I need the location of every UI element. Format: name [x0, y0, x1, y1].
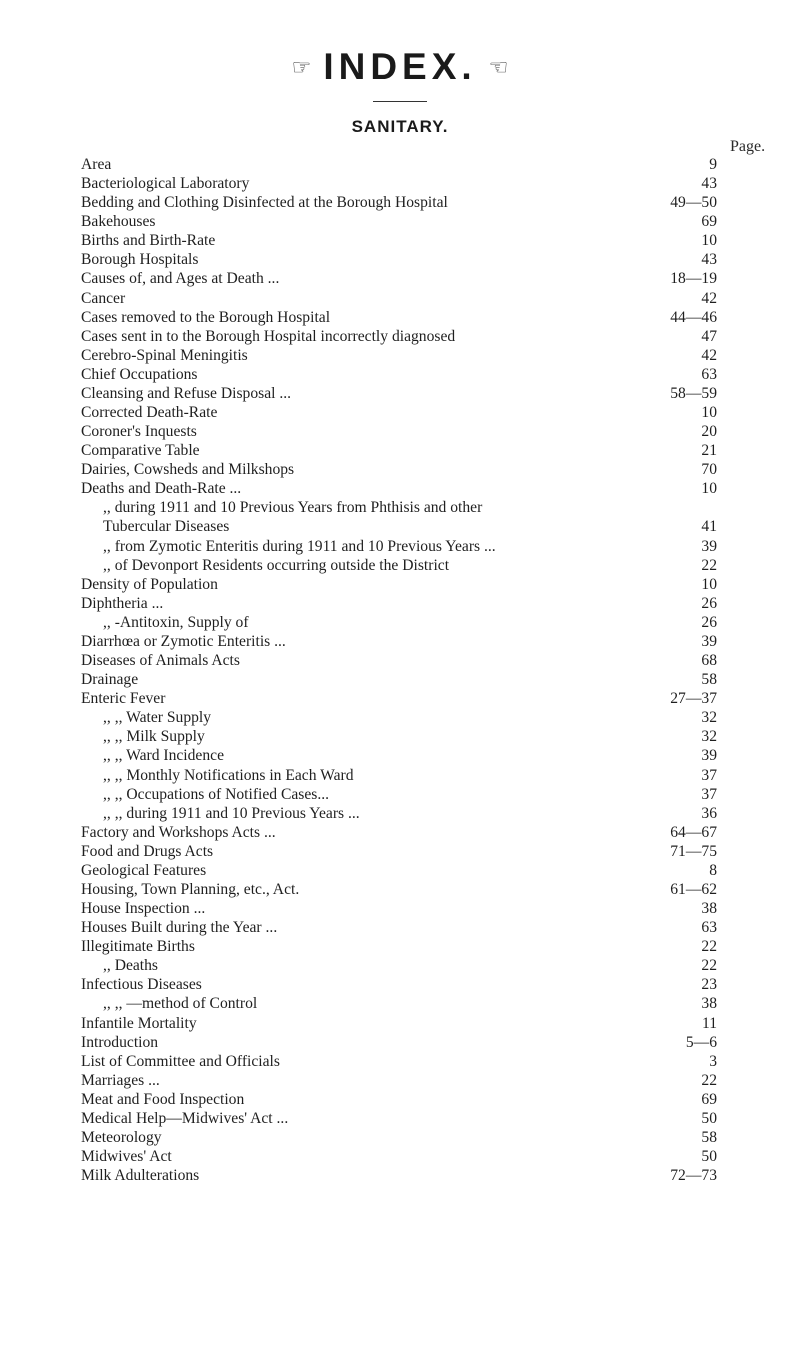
index-entry	[81, 1109, 741, 1128]
index-entry	[81, 193, 741, 212]
entry-label: Drainage	[81, 670, 144, 689]
index-entry	[81, 212, 741, 231]
entry-label: Illegitimate Births	[81, 937, 201, 956]
entry-label: Houses Built during the Year ...	[81, 918, 283, 937]
section-heading: SANITARY.	[351, 117, 449, 136]
entry-page-number: 10	[701, 480, 717, 498]
index-entry	[81, 250, 741, 269]
index-entry	[81, 651, 741, 670]
entry-page-number: 26	[701, 594, 717, 612]
entry-label: ,, ,, Water Supply	[81, 708, 217, 727]
entry-page-number: 37	[701, 766, 717, 784]
entry-page-number: 21	[701, 442, 717, 460]
entry-page-number: 69	[701, 1090, 717, 1108]
index-entry	[81, 746, 741, 765]
entry-label: Infectious Diseases	[81, 975, 208, 994]
entry-label: Causes of, and Ages at Death ...	[81, 269, 285, 288]
index-entry	[81, 785, 741, 804]
index-entry	[81, 498, 741, 517]
entry-page-number: 42	[701, 289, 717, 307]
entry-page-number: 22	[701, 556, 717, 574]
entry-label: Milk Adulterations	[81, 1166, 205, 1185]
index-entry	[81, 460, 741, 479]
entry-page-number: 39	[701, 747, 717, 765]
entry-label: Midwives' Act	[81, 1147, 178, 1166]
entry-page-number: 18—19	[670, 270, 717, 288]
entry-page-number: 72—73	[670, 1167, 717, 1185]
entry-page-number: 32	[701, 728, 717, 746]
index-entry	[81, 422, 741, 441]
entry-page-number: 32	[701, 709, 717, 727]
entry-page-number: 69	[701, 213, 717, 231]
index-entry	[81, 346, 741, 365]
entry-label: Cases removed to the Borough Hospital	[81, 308, 336, 327]
entry-page-number: 27—37	[670, 690, 717, 708]
entry-label: List of Committee and Officials	[81, 1052, 286, 1071]
index-entry	[81, 918, 741, 937]
entry-page-number: 23	[701, 976, 717, 994]
index-entry	[81, 708, 741, 727]
index-entry	[81, 327, 741, 346]
entry-page-number: 26	[701, 613, 717, 631]
entry-page-number: 43	[701, 175, 717, 193]
entry-label: Medical Help—Midwives' Act ...	[81, 1109, 294, 1128]
entry-label: Marriages ...	[81, 1071, 166, 1090]
index-entry	[81, 861, 741, 880]
index-entry	[81, 1014, 741, 1033]
entry-label: Corrected Death-Rate	[81, 403, 223, 422]
index-entry	[81, 842, 741, 861]
entry-label: Cleansing and Refuse Disposal ...	[81, 384, 297, 403]
entry-page-number: 63	[701, 919, 717, 937]
index-entry	[81, 613, 741, 632]
index-entry	[81, 365, 741, 384]
index-entry	[81, 1090, 741, 1109]
index-header	[0, 47, 800, 87]
entry-page-number: 63	[701, 365, 717, 383]
entry-label: Cerebro-Spinal Meningitis	[81, 346, 254, 365]
entry-label: Cases sent in to the Borough Hospital incorrectly diagnosed	[81, 327, 461, 346]
entry-label: ,, ,, Milk Supply	[81, 727, 211, 746]
entry-label: Introduction	[81, 1033, 164, 1052]
index-entry	[81, 231, 741, 250]
entry-page-number: 38	[701, 900, 717, 918]
entry-page-number: 71—75	[670, 842, 717, 860]
entry-label: Coroner's Inquests	[81, 422, 203, 441]
index-entry	[81, 269, 741, 288]
index-entry	[81, 880, 741, 899]
entry-page-number: 20	[701, 423, 717, 441]
entry-label: Borough Hospitals	[81, 250, 204, 269]
entry-label: Cancer	[81, 289, 131, 308]
entry-label: Births and Birth-Rate	[81, 231, 221, 250]
entry-page-number: 50	[701, 1148, 717, 1166]
index-entry	[81, 632, 741, 651]
entry-page-number: 58—59	[670, 384, 717, 402]
entry-label: ,, from Zymotic Enteritis during 1911 and 10 Previous Years ...	[81, 537, 502, 556]
entry-label: Dairies, Cowsheds and Milkshops	[81, 460, 300, 479]
entry-label: ,, during 1911 and 10 Previous Years from Phthisis and other	[81, 498, 488, 517]
index-list	[81, 155, 741, 1185]
entry-label: ,, of Devonport Residents occurring outside the District	[81, 556, 455, 575]
index-entry	[81, 155, 741, 174]
entry-label: Food and Drugs Acts	[81, 842, 219, 861]
entry-page-number: 68	[701, 652, 717, 670]
index-entry	[81, 823, 741, 842]
page-column-label: Page.	[730, 138, 766, 155]
index-entry	[81, 1166, 741, 1185]
entry-page-number: 22	[701, 957, 717, 975]
entry-label: Meat and Food Inspection	[81, 1090, 250, 1109]
entry-page-number: 58	[701, 671, 717, 689]
index-entry	[81, 403, 741, 422]
entry-page-number: 36	[701, 804, 717, 822]
entry-page-number: 50	[701, 1109, 717, 1127]
entry-page-number: 43	[701, 251, 717, 269]
index-entry	[81, 174, 741, 193]
entry-label: Diseases of Animals Acts	[81, 651, 246, 670]
index-entry	[81, 975, 741, 994]
page-title: INDEX.	[323, 46, 477, 88]
entry-page-number: 8	[709, 861, 717, 879]
entry-page-number: 22	[701, 1071, 717, 1089]
entry-label: Housing, Town Planning, etc., Act.	[81, 880, 305, 899]
entry-label: ,, -Antitoxin, Supply of	[81, 613, 255, 632]
entry-label: Deaths and Death-Rate ...	[81, 479, 247, 498]
entry-page-number: 39	[701, 632, 717, 650]
index-entry	[81, 537, 741, 556]
entry-page-number: 10	[701, 404, 717, 422]
index-entry	[81, 994, 741, 1013]
entry-label: Area	[81, 155, 117, 174]
index-entry	[81, 1071, 741, 1090]
entry-page-number: 47	[701, 327, 717, 345]
index-entry	[81, 727, 741, 746]
index-entry	[81, 517, 741, 536]
index-entry	[81, 670, 741, 689]
entry-label: Density of Population	[81, 575, 224, 594]
index-entry	[81, 1052, 741, 1071]
index-entry	[81, 766, 741, 785]
entry-label: House Inspection ...	[81, 899, 211, 918]
index-entry	[81, 441, 741, 460]
entry-label: Infantile Mortality	[81, 1014, 203, 1033]
index-entry	[81, 479, 741, 498]
index-entry	[81, 804, 741, 823]
index-entry	[81, 556, 741, 575]
entry-page-number: 38	[701, 995, 717, 1013]
index-entry	[81, 899, 741, 918]
entry-label: Diarrhœa or Zymotic Enteritis ...	[81, 632, 292, 651]
entry-page-number: 61—62	[670, 880, 717, 898]
index-entry	[81, 308, 741, 327]
entry-page-number: 10	[701, 575, 717, 593]
entry-page-number: 10	[701, 232, 717, 250]
entry-label: Tubercular Diseases	[81, 517, 235, 536]
entry-label: Bedding and Clothing Disinfected at the Borough Hospital	[81, 193, 454, 212]
index-entry	[81, 1033, 741, 1052]
entry-label: ,, Deaths	[81, 956, 164, 975]
entry-page-number: 49—50	[670, 194, 717, 212]
index-entry	[81, 289, 741, 308]
entry-label: Geological Features	[81, 861, 212, 880]
entry-label: Diphtheria ...	[81, 594, 169, 613]
pointing-hand-right-icon: ☜	[488, 54, 509, 80]
entry-page-number: 9	[709, 156, 717, 173]
entry-page-number: 58	[701, 1128, 717, 1146]
index-entry	[81, 956, 741, 975]
index-entry	[81, 1128, 741, 1147]
entry-page-number: 39	[701, 537, 717, 555]
entry-label: Enteric Fever	[81, 689, 171, 708]
entry-label: Meteorology	[81, 1128, 168, 1147]
index-entry	[81, 689, 741, 708]
index-entry	[81, 1147, 741, 1166]
entry-page-number: 44—46	[670, 308, 717, 326]
entry-label: Bacteriological Laboratory	[81, 174, 255, 193]
entry-label: Chief Occupations	[81, 365, 204, 384]
title-divider	[373, 101, 427, 102]
entry-page-number: 5—6	[685, 1033, 717, 1051]
index-entry	[81, 575, 741, 594]
entry-label: ,, ,, Monthly Notifications in Each Ward	[81, 766, 360, 785]
index-entry	[81, 937, 741, 956]
entry-label: ,, ,, Occupations of Notified Cases...	[81, 785, 335, 804]
entry-label: Comparative Table	[81, 441, 206, 460]
index-entry	[81, 594, 741, 613]
entry-page-number: 22	[701, 938, 717, 956]
entry-page-number: 41	[701, 518, 717, 536]
entry-page-number: 11	[701, 1014, 717, 1032]
index-entry	[81, 384, 741, 403]
entry-page-number: 3	[709, 1052, 717, 1070]
entry-label: ,, ,, —method of Control	[81, 994, 263, 1013]
entry-label: ,, ,, Ward Incidence	[81, 746, 230, 765]
entry-page-number: 42	[701, 346, 717, 364]
entry-page-number: 70	[701, 461, 717, 479]
entry-page-number: 37	[701, 785, 717, 803]
entry-page-number: 64—67	[670, 823, 717, 841]
entry-label: Factory and Workshops Acts ...	[81, 823, 282, 842]
entry-label: Bakehouses	[81, 212, 162, 231]
pointing-hand-left-icon: ☞	[291, 54, 312, 80]
entry-label: ,, ,, during 1911 and 10 Previous Years ...	[81, 804, 366, 823]
